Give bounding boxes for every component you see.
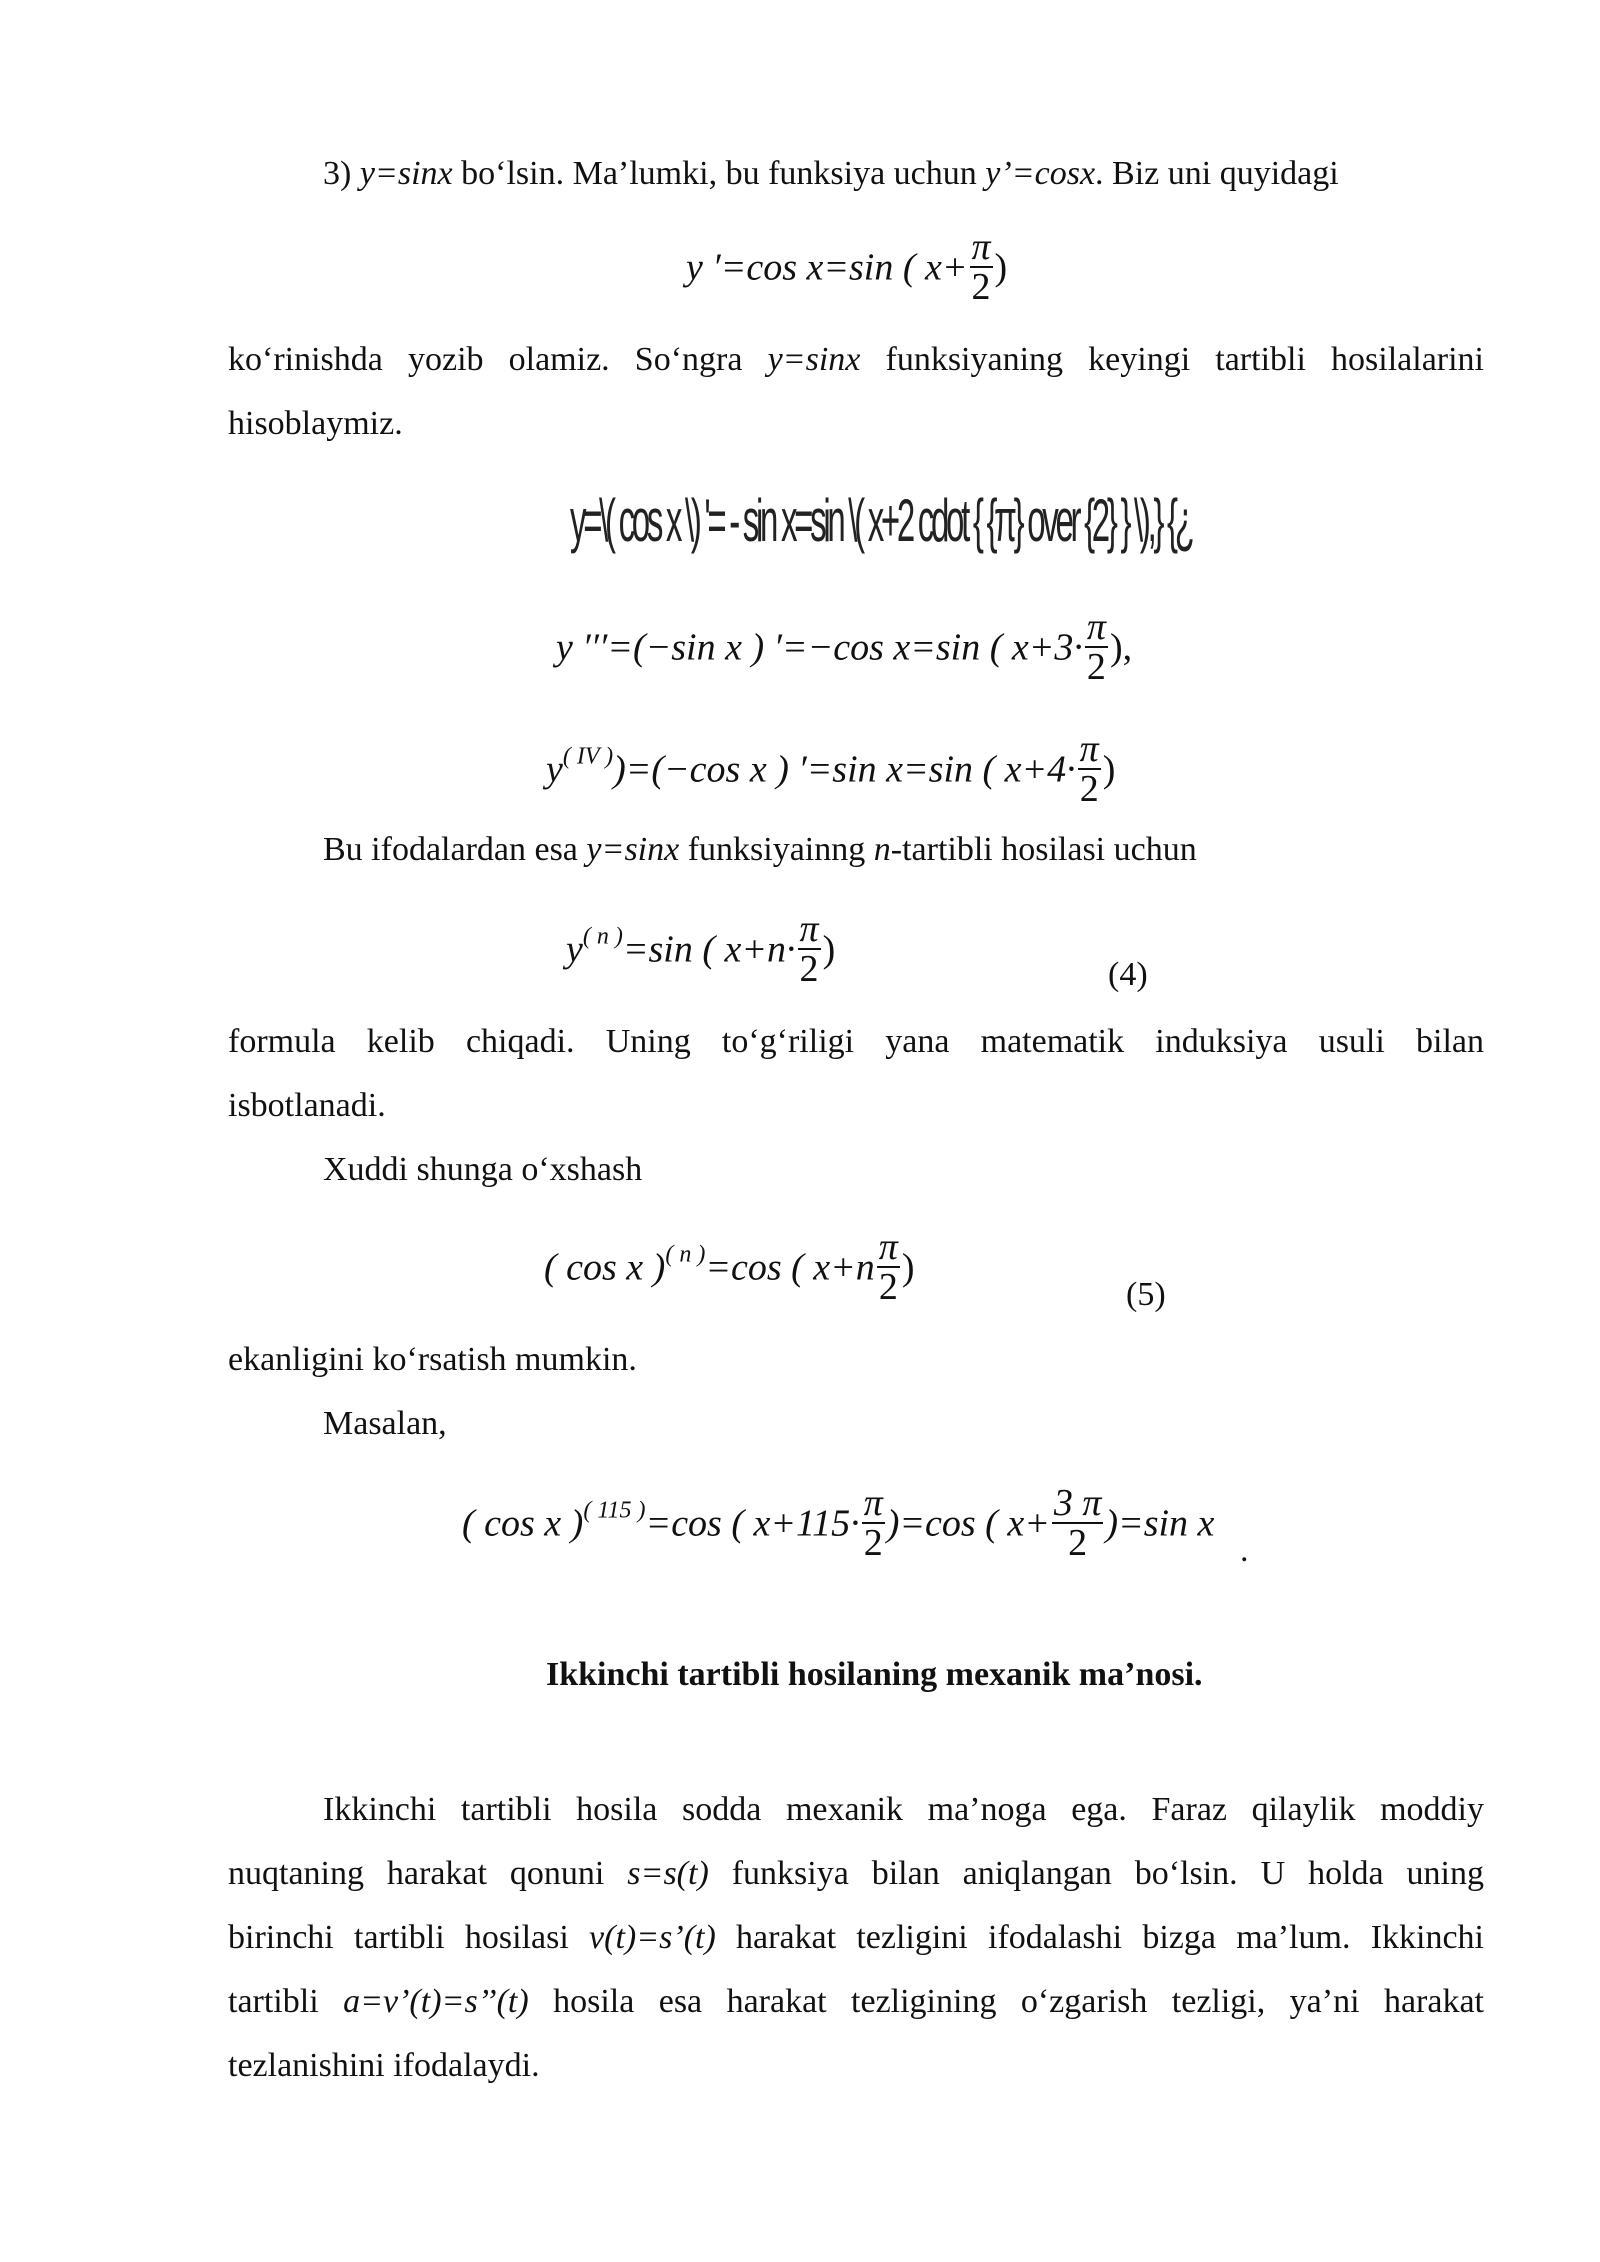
fraction bbox=[1052, 1484, 1104, 1562]
fraction-denominator: 2 bbox=[970, 266, 993, 306]
fraction bbox=[877, 1228, 900, 1306]
paragraph-line: Ikkinchi tartibli hosila sodda mexanik ma’noga ega. Faraz qilaylik moddiy bbox=[323, 1791, 1484, 1828]
formula-text: y ′′′=(−sin x ) ′=−cos x=sin ( x+3· bbox=[556, 626, 1083, 669]
superscript: ( n ) bbox=[582, 923, 623, 950]
math-text: y=sinx bbox=[359, 155, 453, 192]
paragraph-line: Xuddi shunga o‘xshash bbox=[323, 1151, 643, 1188]
formula-text: y ′=cos x=sin ( x+ bbox=[686, 246, 968, 289]
fraction-numerator: π bbox=[878, 1226, 898, 1268]
paragraph-line bbox=[323, 828, 1484, 872]
paragraph-line bbox=[228, 338, 1484, 382]
paragraph-line: Masalan, bbox=[323, 1405, 447, 1442]
text: -tartibli hosilasi uchun bbox=[890, 831, 1197, 868]
paragraph-line bbox=[228, 1980, 1484, 2024]
text: funksiyaning keyingi tartibli hosilalarini bbox=[860, 341, 1484, 378]
fraction bbox=[798, 910, 821, 988]
text: tartibli bbox=[228, 1983, 344, 2020]
formula-text: ( cos x ) bbox=[544, 1246, 666, 1289]
fraction-numerator: π bbox=[799, 908, 819, 950]
formula-text: )=cos ( x+ bbox=[886, 1502, 1050, 1545]
formula-text: y bbox=[546, 748, 563, 791]
fraction-denominator: 2 bbox=[1078, 768, 1101, 808]
formula-nth-derivative-cos bbox=[544, 1226, 915, 1310]
paragraph-line bbox=[228, 1852, 1484, 1896]
fraction bbox=[1078, 730, 1101, 808]
formula-text: y bbox=[566, 928, 583, 971]
math-text: n bbox=[873, 831, 891, 868]
paragraph-line: isbotlanadi. bbox=[228, 1087, 386, 1124]
math-text: v(t)=s’(t) bbox=[589, 1919, 716, 1956]
equation-number: (4) bbox=[1108, 956, 1148, 993]
superscript: ( IV ) bbox=[562, 743, 614, 770]
fraction-numerator: 3 π bbox=[1053, 1482, 1102, 1524]
text: funksiyainng bbox=[679, 831, 874, 868]
fraction-numerator: π bbox=[1079, 728, 1099, 770]
fraction-denominator: 2 bbox=[798, 948, 821, 988]
formula-derivative-3 bbox=[556, 606, 1133, 690]
fraction-denominator: 2 bbox=[877, 1266, 900, 1306]
formula-derivative-1 bbox=[686, 226, 1008, 310]
math-text: a=v’(t)=s’’(t) bbox=[343, 1983, 529, 2020]
text: 3) bbox=[323, 155, 360, 192]
fraction bbox=[862, 1484, 885, 1562]
paragraph-line: tezlanishini ifodalaydi. bbox=[228, 2047, 540, 2084]
formula-text: ) bbox=[994, 246, 1008, 289]
math-text: y’=cosx bbox=[985, 155, 1096, 192]
equation-number: (5) bbox=[1126, 1276, 1166, 1313]
formula-example-115 bbox=[462, 1482, 1215, 1566]
text: funksiya bilan aniqlangan bo‘lsin. U holda uning bbox=[708, 1855, 1484, 1892]
formula-text: ), bbox=[1109, 626, 1133, 669]
text: ko‘rinishda yozib olamiz. So‘ngra bbox=[228, 341, 768, 378]
formula-text: )=(−cos x ) ′=sin x=sin ( x+4· bbox=[613, 748, 1076, 791]
fraction-numerator: π bbox=[971, 226, 991, 268]
formula-derivative-4 bbox=[546, 728, 1116, 812]
fraction-numerator: π bbox=[1086, 606, 1106, 648]
formula-text: =cos ( x+n bbox=[705, 1246, 875, 1289]
text: birinchi tartibli hosilasi bbox=[228, 1919, 590, 1956]
paragraph-line bbox=[323, 152, 1484, 196]
formula-text: ) bbox=[822, 928, 836, 971]
fraction-numerator: π bbox=[863, 1482, 883, 1524]
formula-text: ) bbox=[901, 1246, 915, 1289]
fraction-denominator: 2 bbox=[862, 1522, 885, 1562]
superscript: ( n ) bbox=[665, 1241, 706, 1268]
formula-text: ) bbox=[1102, 748, 1116, 791]
fraction bbox=[970, 228, 993, 306]
superscript: ( 115 ) bbox=[583, 1497, 646, 1524]
formula-text: ( cos x ) bbox=[462, 1502, 584, 1545]
text: . Biz uni quyidagi bbox=[1095, 155, 1339, 192]
text: bo‘lsin. Ma’lumki, bu funksiya uchun bbox=[452, 155, 986, 192]
paragraph-line: ekanligini ko‘rsatish mumkin. bbox=[228, 1341, 637, 1378]
text: Bu ifodalardan esa bbox=[323, 831, 587, 868]
formula-text: =sin ( x+n· bbox=[622, 928, 796, 971]
formula-nth-derivative-sin bbox=[566, 908, 836, 992]
text: hosila esa harakat tezligining o‘zgarish tezligi, ya’ni harakat bbox=[528, 1983, 1484, 2020]
garbled-formula: y=\( cos x \) '= - sin x=sin \( x+2 cdot { {π} over {2} } \),} {¿ bbox=[570, 487, 1192, 554]
fraction-denominator: 2 bbox=[1085, 646, 1108, 686]
text: harakat tezligini ifodalashi bizga ma’lum. Ikkinchi bbox=[715, 1919, 1484, 1956]
fraction bbox=[1085, 608, 1108, 686]
math-text: y=sinx bbox=[767, 341, 861, 378]
formula-text: =cos ( x+115· bbox=[645, 1502, 860, 1545]
fraction-denominator: 2 bbox=[1052, 1522, 1104, 1562]
math-text: y=sinx bbox=[586, 831, 680, 868]
paragraph-line: formula kelib chiqadi. Uning to‘g‘riligi yana matematik induksiya usuli bilan bbox=[228, 1023, 1484, 1060]
math-text: s=s(t) bbox=[627, 1855, 709, 1892]
section-heading: Ikkinchi tartibli hosilaning mexanik ma’nosi. bbox=[546, 1656, 1203, 1693]
text: nuqtaning harakat qonuni bbox=[228, 1855, 628, 1892]
paragraph-line: hisoblaymiz. bbox=[228, 405, 403, 442]
paragraph-line bbox=[228, 1916, 1484, 1960]
trailing-dot: . bbox=[1240, 1532, 1249, 1569]
formula-text: )=sin x bbox=[1105, 1502, 1215, 1545]
